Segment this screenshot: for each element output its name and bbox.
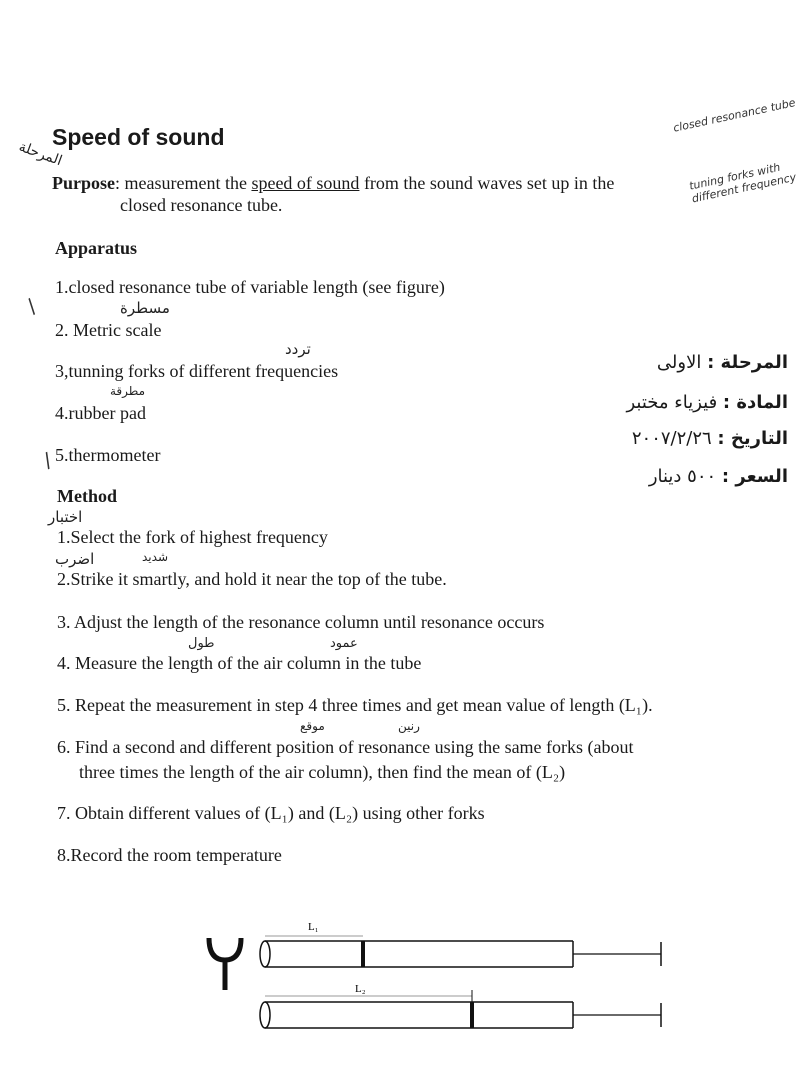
- tuning-fork-icon: [209, 938, 241, 990]
- method-step-6a: 6. Find a second and different position of resonance using the same forks (about: [57, 737, 634, 757]
- info-price: [649, 466, 788, 487]
- info-subject: [626, 392, 788, 413]
- info-subject-label: المادة :: [722, 392, 788, 413]
- tick-mark-2: /: [39, 447, 56, 473]
- handwritten-scale-note: مسطرة: [120, 299, 170, 317]
- handwritten-pad-note: مطرقة: [110, 384, 146, 398]
- handwritten-forks-note: تردد: [285, 340, 311, 358]
- page-title: Speed of sound: [52, 124, 225, 150]
- label-l1: L₁: [308, 921, 319, 933]
- method-step-5: 5. Repeat the measurement in step 4 three times and get mean value of length (L₁).: [57, 695, 653, 715]
- resonance-tube-diagram: [195, 910, 675, 1040]
- margin-note-1: closed resonance tube: [672, 96, 797, 135]
- purpose-line: [52, 171, 614, 195]
- info-date: [632, 428, 788, 449]
- method-step-7: 7. Obtain different values of (L₁) and (L₂) using other forks: [57, 803, 485, 823]
- handwritten-length-note-2: عمود: [330, 636, 358, 651]
- apparatus-item-1: 1.closed resonance tube of variable length (see figure): [55, 277, 445, 297]
- apparatus-item-3: 3,tunning forks of different frequencies: [55, 361, 339, 381]
- apparatus-item-4: 4.rubber pad: [55, 403, 146, 423]
- method-step-4: 4. Measure the length of the air column in the tube: [57, 653, 422, 673]
- apparatus-heading: Apparatus: [55, 238, 138, 258]
- apparatus-item-2: 2. Metric scale: [55, 320, 162, 340]
- handwritten-method-note: اختبار: [48, 508, 83, 526]
- handwritten-resonance-note: رنين: [398, 719, 420, 733]
- apparatus-item-5: 5.thermometer: [55, 445, 161, 465]
- label-l2: L₂: [355, 983, 366, 995]
- method-step-8: 8.Record the room temperature: [57, 845, 282, 865]
- margin-note-left: المرحلة: [16, 138, 65, 170]
- tube-lower: [260, 990, 661, 1028]
- handwritten-strike-note-2: شديد: [142, 550, 168, 564]
- info-stage: [657, 352, 788, 373]
- method-step-2: 2.Strike it smartly, and hold it near the top of the tube.: [57, 569, 447, 589]
- method-heading: Method: [57, 486, 117, 506]
- tick-mark-1: /: [21, 294, 42, 318]
- method-step-1: 1.Select the fork of highest frequency: [57, 527, 328, 547]
- purpose-label: Purpose: [52, 173, 115, 193]
- method-step-6b: three times the length of the air column), then find the mean of (L₂): [79, 762, 566, 782]
- info-stage-label: المرحلة :: [707, 352, 788, 373]
- info-subject-value: فيزياء مختبر: [626, 392, 718, 413]
- purpose-text-before: : measurement the: [115, 173, 252, 193]
- info-price-value: ٥٠٠ دينار: [648, 466, 717, 487]
- purpose-line-2: closed resonance tube.: [120, 195, 283, 215]
- handwritten-position-note: موقع: [300, 719, 325, 733]
- info-price-label: السعر :: [721, 466, 788, 487]
- method-step-3: 3. Adjust the length of the resonance column until resonance occurs: [57, 612, 545, 632]
- tube-upper: [260, 936, 661, 967]
- purpose-underlined: speed of sound: [251, 173, 360, 193]
- handwritten-strike-note-1: اضرب: [55, 550, 95, 568]
- info-date-label: التاريخ :: [717, 428, 788, 449]
- purpose-text-after: from the sound waves set up in the: [359, 173, 615, 193]
- margin-note-2: tuning forks with different frequency: [688, 160, 798, 206]
- info-date-value: ٢٠٠٧/٢/٢٦: [631, 428, 712, 449]
- info-stage-value: الاولى: [656, 352, 702, 373]
- handwritten-length-note-1: طول: [188, 636, 215, 651]
